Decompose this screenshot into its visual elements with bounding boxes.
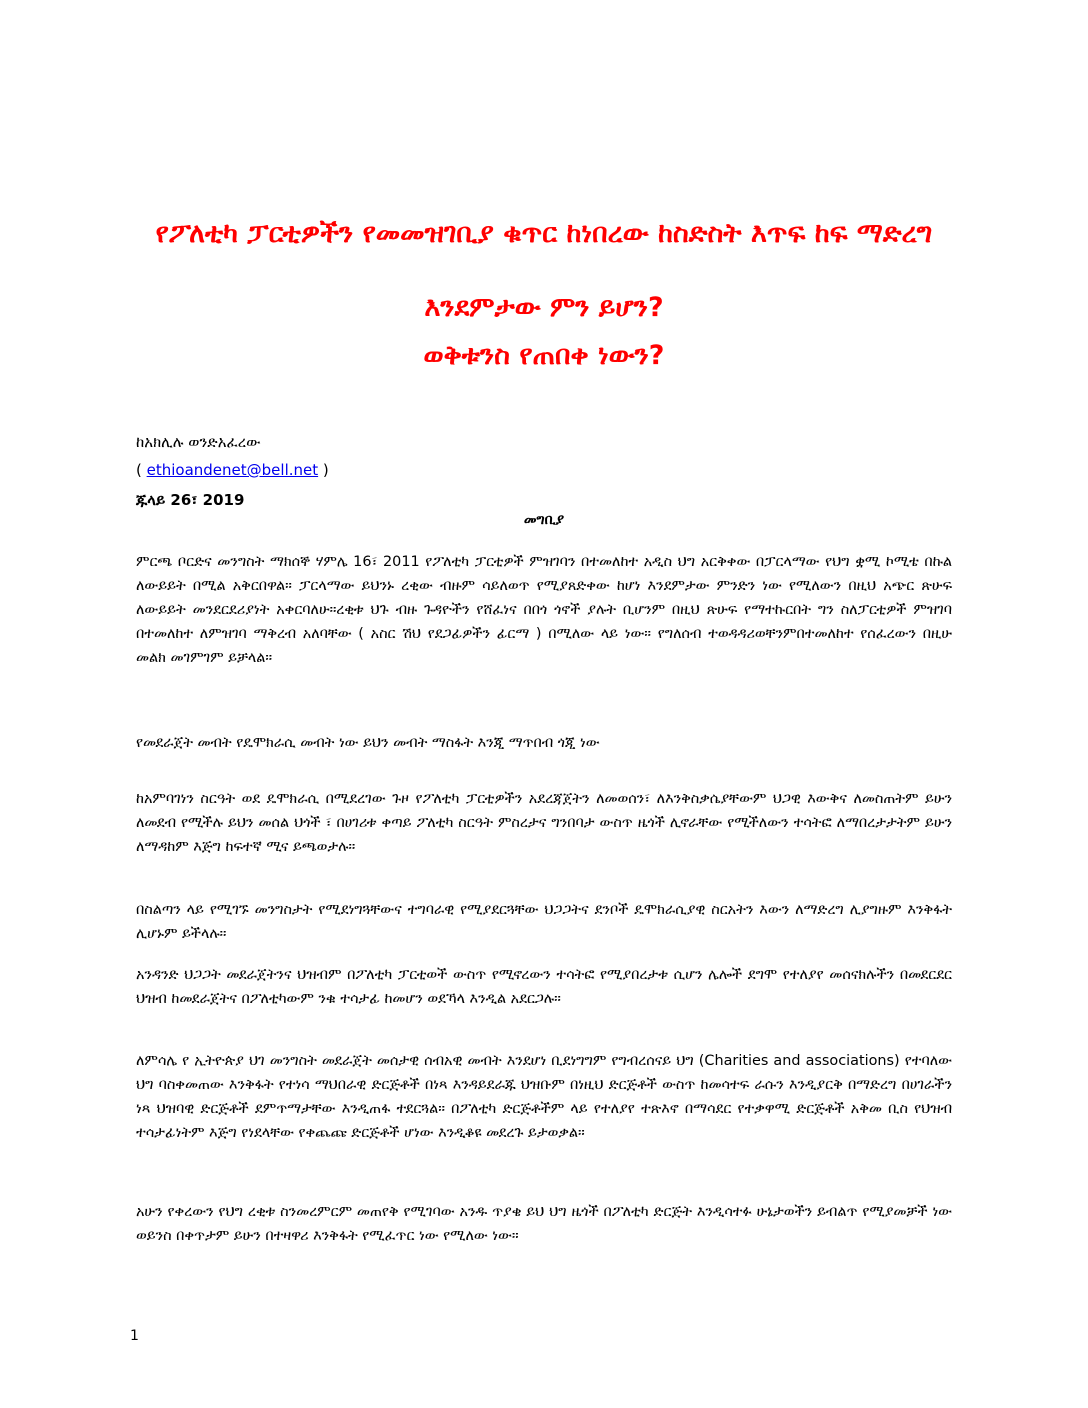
- paragraph-5: አንዳንድ ህጋጋት መደራጀትንና ህዝብም በፖለቲካ ፓርቲወች ውስጥ የሚኖረውን ተሳትፎ የሚያበረታቱ ሲሆን ሌሎች ደግሞ የተለያየ መሰናክሉችን በመደርደር ህዝብ ከመደራጀትና በፖለቲካውም ንቁ ተሳታፊ ከመሆን ወደኻላ እንዲል አደርጋሉ።: [136, 967, 952, 1007]
- email-close-paren: ): [318, 461, 329, 479]
- title-line-2: እንደምታው ምን ይሆን?: [424, 292, 664, 323]
- paragraph-3: ከአምባገነን ስርዓት ወደ ዴሞክራሲ በሚደረገው ጉዞ የፖለቲካ ፓርቲዎችን አደረጃጀትን ለመወሰን፣ ለእንቅስቃሴያቸውም ህጋዊ እውቅና ለመስጠትም ይሁን ለመደብ የሚችሉ ይህን መሰል ህጎች ፣ በሀገሪቱ ቀጣይ ፖለቲካ ስርዓት ምስረታና ግንበባታ ውስጥ ዜጎች ሊኖራቸው የሚችለውን ተሳትፎ ለማበረታታትም ይሁን ለማዳከም እጅግ ከፍተኛ ሚና ይጫወታሉ።: [136, 791, 952, 855]
- paragraph-1: ምርጫ ቦርድና መንግስት ማክሰኞ ሃምሌ 16፣ 2011 የፖለቲካ ፓርቲዎች ምዝገባን በተመለከተ አዲስ ህግ አርቅቀው በፓርላማው የህግ ቋሚ ኮሚቴ በኩል ለውይይት በሚል አቅርበዋል። ፓርላማው ይህንኑ ረቂው ብዙም ሳይለወጥ የሚያጸድቀው ከሆነ እንደምታው ምንድን ነው የሚለውን በዚህ አጭር ጽሁፍ ለውይይት መንደርደሪያነት አቀርባለሁ።ረቂቱ ህጉ ብዙ ጉዳዮችን የሸፈነና በበጎ ጎኖች ያሉት ቢሆንም በዚህ ጽሁፍ የማተኩርበት ግን ስለፓርቲዎች ምዝገባ በተመለከተ ለምዝገባ ማቅረብ አለባቸው ( አስር ሽህ የደጋፊዎችን ፊርማ ) በሚለው ላይ ነው። የግለሰብ ተወዳዳሪወቸንምበተመለከተ የሰፈረውን በዚሁ መልክ መገምገም ይቻላል።: [136, 554, 952, 666]
- paragraph-6: ለምሳሌ የ ኢትዮጵያ ህገ መንግስት መደራጀት መሰታዊ ሰብአዊ መብት እንደሆነ ቢደነግግም የግብረሰናይ ህግ (Charities and associations) የተባለው ህግ ባስቀመጠው እንቅፋት የተነሳ ማህበራዊ ድርጅቶች በነጻ እንዳይደራጁ ህዝቡም በነዚህ ድርጅቶች ውስጥ ከመሳተፍ ራሱን እንዲያርቅ በማድረግ በሀገራችን ነጻ ህዝባዊ ድርጅቶች ደምጥማታቸው እንዲጠፋ ተደርጓል። በፖለቲካ ድርጅቶችም ላይ የተለያየ ተጽእኖ በማሳደር የተቃዋሚ ድርጅቶች አቅመ ቢስ የህዝብ ተሳታፊነትም እጅግ የነደላቸው የቀጨጩ ድርጅቶች ሆነው እንዲቆዩ መደረጉ ይታወቃል።: [136, 1053, 952, 1141]
- title-line-1: የፖለቲካ ፓርቲዎችን የመመዝገቢያ ቁጥር ከነበረው ከስድስት እጥፍ ከፍ ማድረግ: [155, 218, 933, 249]
- paragraph-2: የመደራጀት መብት የዴሞክራሲ መብት ነው ይህን መብት ማስፋት እንጂ ማጥበብ ጎጂ ነው: [136, 735, 600, 751]
- email-link[interactable]: ethioandenet@bell.net: [146, 461, 319, 479]
- page-number: 1: [130, 1328, 139, 1344]
- paragraph-4: በስልጣን ላይ የሚገኙ መንግስታት የሚደነግጓቸውና ተግባራዊ የሚያደርጓቸው ህጋጋትና ደንቦች ዴሞክራሲያዊ ስርአትን እውን ለማድረግ ሊያግዙም እንቅፋት ሊሆኑም ይችላሉ።: [136, 902, 952, 942]
- intro-heading: መግቢያ: [523, 512, 565, 528]
- email-open-paren: (: [136, 461, 147, 479]
- email-line: [136, 458, 329, 482]
- date-line: ጁላይ 26፣ 2019: [136, 491, 245, 509]
- paragraph-7: አሁን የቀረውን የህግ ረቂቱ ስንመረምርም መጠየቅ የሚገባው አንዱ ጥያቄ ይህ ህግ ዜጎች በፖለቲካ ድርጅት እንዲሳተፉ ሁኔታወችን ይብልጥ የሚያመቻች ነው ወይንስ በቀጥታም ይሁን በተዛዋሪ እንቅፋት የሚፈጥር ነው የሚለው ነው።: [136, 1204, 952, 1244]
- title-line-3: ወቅቱንስ የጠበቀ ነውን?: [423, 340, 665, 371]
- author-line: ከአክሊሉ ወንድአፈረው: [136, 433, 261, 451]
